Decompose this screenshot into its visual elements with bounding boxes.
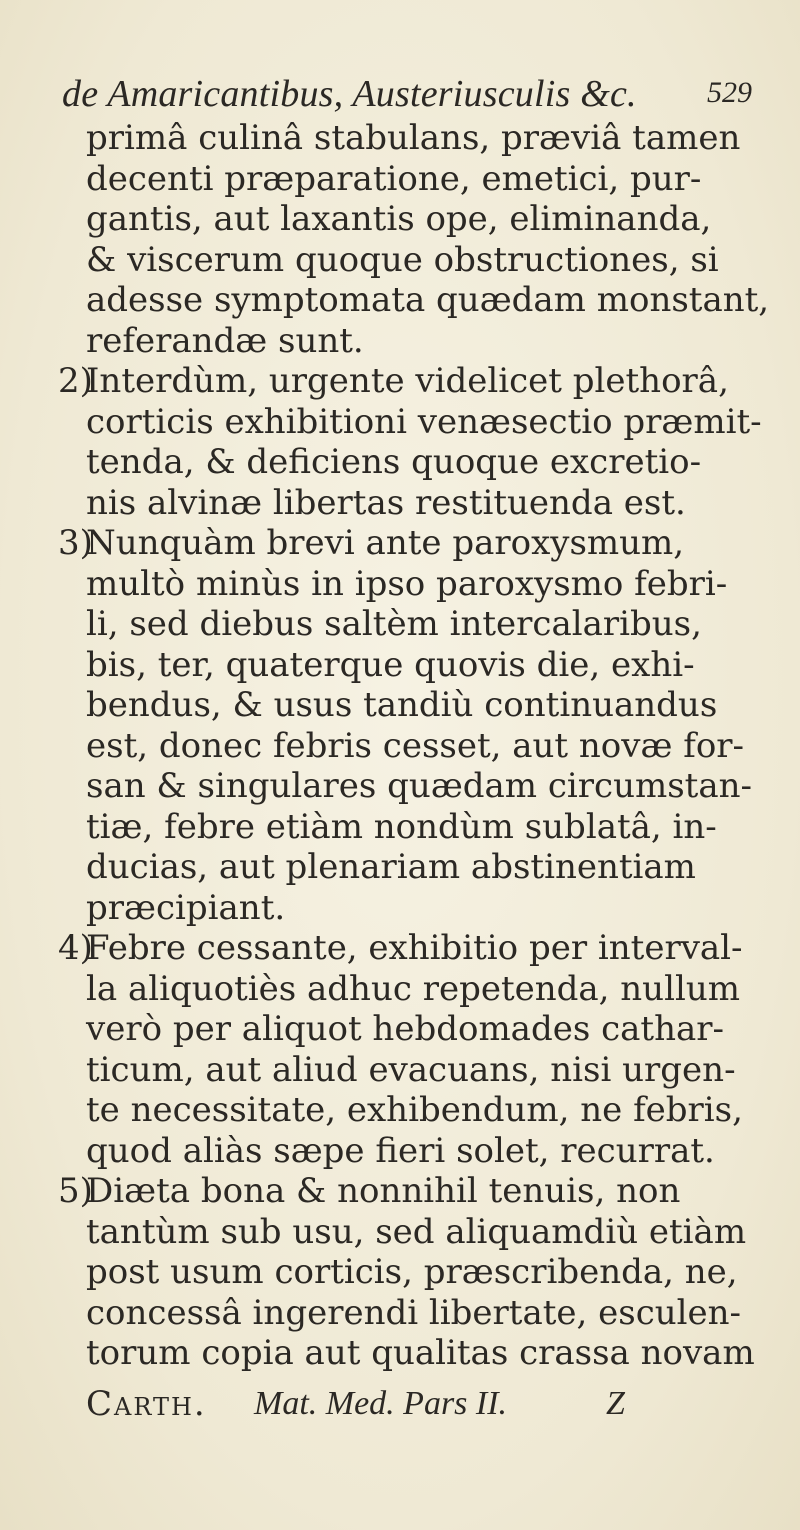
text-line: [58, 280, 768, 321]
text-line: [58, 726, 768, 767]
line-text: bendus, & usus tandiù continuandus: [86, 685, 718, 725]
text-line: [58, 483, 768, 524]
line-text: Febre cessante, exhibitio per interval-: [86, 928, 743, 968]
body-text: [58, 118, 768, 1374]
line-text: nis alvinæ libertas restituenda est.: [86, 482, 686, 523]
line-text: concessâ ingerendi libertate, esculen-: [86, 1292, 742, 1333]
text-line: [58, 1171, 768, 1212]
line-text: li, sed diebus saltèm intercalaribus,: [86, 604, 702, 644]
text-line: [58, 523, 768, 564]
page-header: [62, 72, 752, 120]
text-line: [58, 1050, 768, 1091]
signature-mark: Carth.: [86, 1384, 207, 1424]
text-line: [58, 564, 768, 605]
text-line: [58, 766, 768, 807]
text-line: [58, 159, 768, 200]
line-text: verò per aliquot hebdomades cathar-: [86, 1009, 724, 1049]
text-line: [58, 604, 768, 645]
item-number: 4): [58, 928, 93, 968]
line-text: torum copia aut qualitas crassa novam: [86, 1333, 755, 1373]
line-text: la aliquotiès adhuc repetenda, nullum: [86, 968, 740, 1009]
gathering-letter: Z: [606, 1385, 625, 1422]
text-line: [58, 442, 768, 483]
line-text: tenda, & deficiens quoque excretio-: [86, 442, 702, 482]
text-line: [58, 1212, 768, 1253]
line-text: primâ culinâ stabulans, præviâ tamen: [86, 118, 741, 158]
line-text: multò minùs in ipso paroxysmo febri-: [86, 563, 728, 604]
line-text: san & singulares quædam circumstan-: [86, 766, 752, 806]
line-text: corticis exhibitioni venæsectio præmit-: [86, 401, 762, 442]
text-line: [58, 1252, 768, 1293]
line-text: post usum corticis, præscribenda, ne,: [86, 1252, 738, 1292]
text-line: [58, 847, 768, 888]
text-line: [58, 807, 768, 848]
text-line: [58, 402, 768, 443]
line-text: decenti præparatione, emetici, pur-: [86, 158, 702, 199]
item-number: 2): [58, 361, 93, 401]
line-text: præcipiant.: [86, 887, 286, 928]
line-text: & viscerum quoque obstructiones, si: [86, 239, 719, 280]
text-line: [58, 240, 768, 281]
item-number: 5): [58, 1171, 93, 1211]
line-text: quod aliàs sæpe fieri solet, recurrat.: [86, 1130, 715, 1171]
line-text: bis, ter, quaterque quovis die, exhi-: [86, 644, 695, 685]
line-text: Diæta bona & nonnihil tenuis, non: [86, 1171, 681, 1211]
running-head: de Amaricantibus, Austeriusculis &c.: [62, 73, 637, 115]
page-number: 529: [707, 76, 752, 109]
book-title: Mat. Med. Pars II.: [254, 1385, 508, 1422]
text-line: [58, 969, 768, 1010]
text-line: [58, 645, 768, 686]
line-text: tantùm sub usu, sed aliquamdiù etiàm: [86, 1211, 747, 1252]
line-text: tiæ, febre etiàm nondùm sublatâ, in-: [86, 806, 717, 847]
text-line: [58, 321, 768, 362]
text-line: [58, 685, 768, 726]
text-line: [58, 1131, 768, 1172]
line-text: referandæ sunt.: [86, 320, 364, 361]
line-text: ducias, aut plenariam abstinentiam: [86, 847, 696, 887]
line-text: ticum, aut aliud evacuans, nisi urgen-: [86, 1049, 736, 1090]
page-footer: [86, 1382, 746, 1426]
text-line: [58, 1090, 768, 1131]
text-line: [58, 118, 768, 159]
text-line: [58, 1293, 768, 1334]
text-line: [58, 928, 768, 969]
line-text: Interdùm, urgente videlicet plethorâ,: [86, 361, 729, 401]
line-text: Nunquàm brevi ante paroxysmum,: [86, 523, 685, 563]
line-text: adesse symptomata quædam monstant,: [86, 280, 770, 320]
text-line: [58, 199, 768, 240]
text-line: [58, 1009, 768, 1050]
text-line: [58, 888, 768, 929]
line-text: est, donec febris cesset, aut novæ for-: [86, 725, 745, 766]
line-text: te necessitate, exhibendum, ne febris,: [86, 1090, 743, 1130]
text-line: [58, 1333, 768, 1374]
line-text: gantis, aut laxantis ope, eliminanda,: [86, 199, 712, 239]
text-line: [58, 361, 768, 402]
item-number: 3): [58, 523, 93, 563]
